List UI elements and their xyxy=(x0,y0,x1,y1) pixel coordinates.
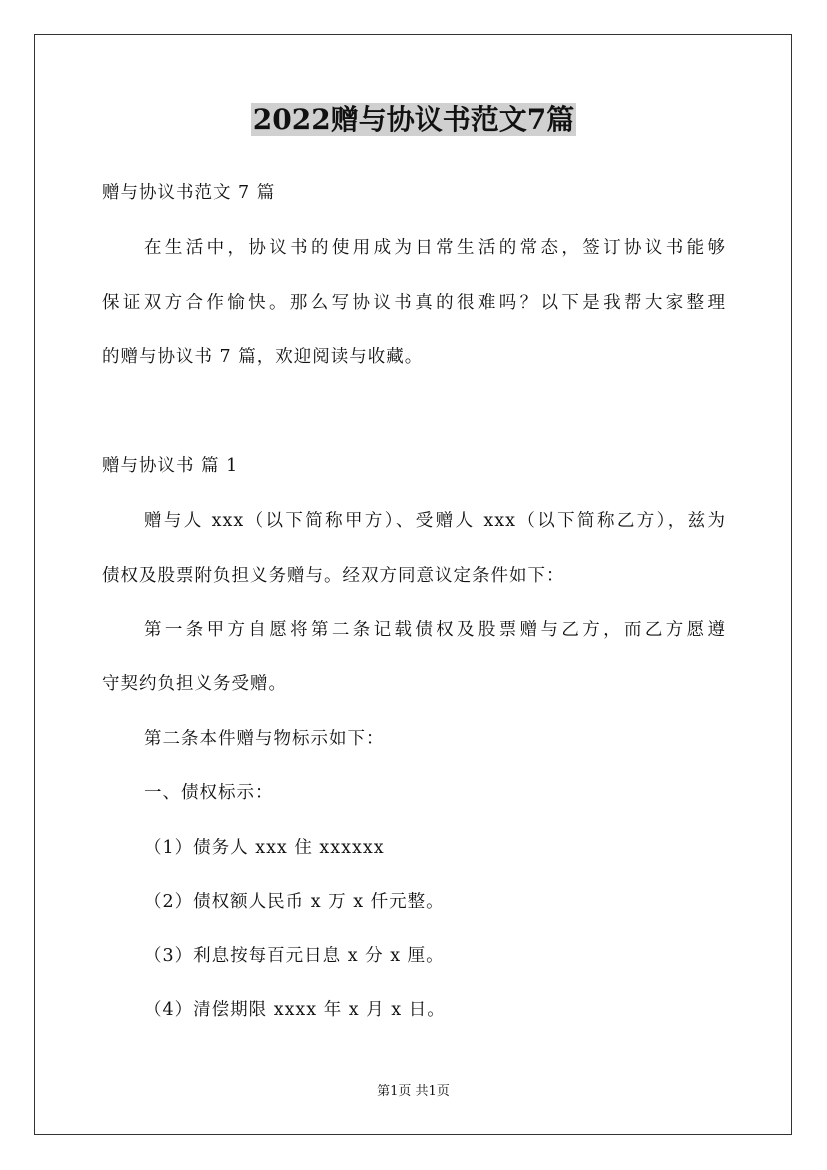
intro-line-1: 在生活中，协议书的使用成为日常生活的常态，签订协议书能够 xyxy=(144,238,726,258)
page-number: 第1页 共1页 xyxy=(377,1084,450,1099)
page-footer xyxy=(0,1082,827,1102)
paragraph-2-line-1: 第一条甲方自愿将第二条记载债权及股票赠与乙方，而乙方愿遵 xyxy=(144,620,726,640)
section-heading: 赠与协议书 篇 1 xyxy=(102,456,239,476)
document-title xyxy=(0,100,827,140)
intro-line-3: 的赠与协议书 7 篇，欢迎阅读与收藏。 xyxy=(102,347,424,367)
intro-line-2: 保证双方合作愉快。那么写协议书真的很难吗？以下是我帮大家整理 xyxy=(102,293,726,313)
paragraph-4: 一、债权标示： xyxy=(144,783,274,803)
paragraph-3: 第二条本件赠与物标示如下： xyxy=(144,729,385,749)
paragraph-2-line-2: 守契约负担义务受赠。 xyxy=(102,674,287,694)
paragraph-1-line-1: 赠与人 xxx（以下简称甲方）、受赠人 xxx（以下简称乙方），兹为 xyxy=(144,511,726,531)
list-item: （4）清偿期限 xxxx 年 x 月 x 日。 xyxy=(144,1000,446,1020)
list-item: （2）债权额人民币 x 万 x 仟元整。 xyxy=(144,892,445,912)
list-item: （3）利息按每百元日息 x 分 x 厘。 xyxy=(144,946,445,966)
document-subtitle: 赠与协议书范文 7 篇 xyxy=(102,183,276,203)
document-title-text: 2022赠与协议书范文7篇 xyxy=(252,103,575,136)
list-item: （1）债务人 xxx 住 xxxxxx xyxy=(144,838,385,858)
paragraph-1-line-2: 债权及股票附负担义务赠与。经双方同意议定条件如下： xyxy=(102,566,565,586)
